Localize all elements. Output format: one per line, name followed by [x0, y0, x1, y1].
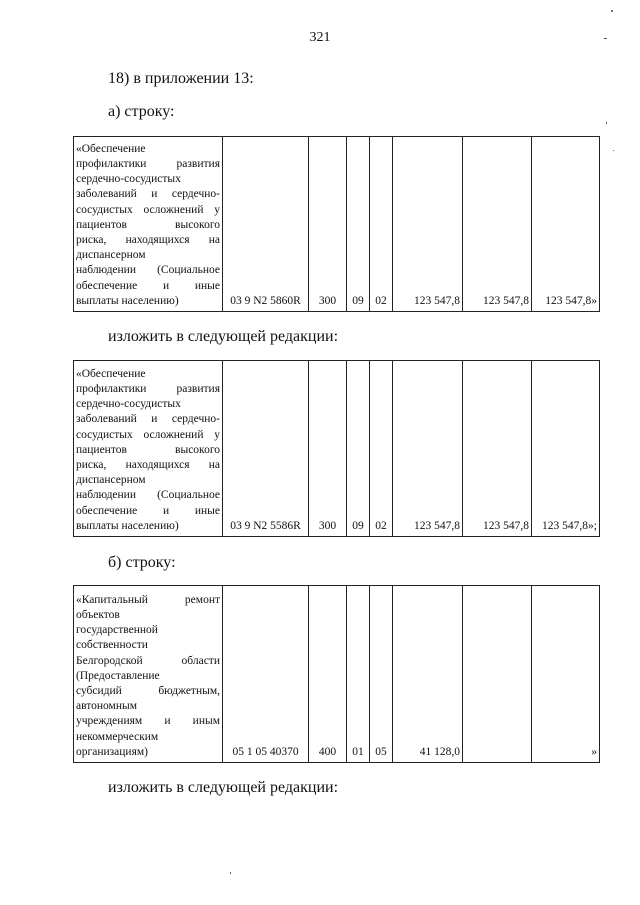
scan-speck	[604, 38, 607, 39]
description-line: профилактики развития	[76, 157, 220, 170]
description-line: учреждениям и иным	[76, 715, 220, 728]
description-line: «Капитальный ремонт	[76, 593, 220, 606]
section-code: 01	[347, 586, 370, 763]
expense-type-code: 400	[309, 586, 347, 763]
description-line: профилактики развития	[76, 382, 220, 395]
expense-type-code: 300	[309, 361, 347, 537]
target-article-code: 05 1 05 40370	[223, 586, 309, 763]
description-line: объектов	[76, 608, 120, 621]
subsection-code: 02	[370, 361, 393, 537]
description-line: сердечно-сосудистых	[76, 398, 181, 411]
expense-type-code: 300	[309, 137, 347, 312]
page-number: 321	[309, 30, 331, 45]
section-label-replace-2: изложить в следующей редакции:	[108, 779, 339, 796]
description-cell	[74, 586, 223, 763]
target-article-code: 03 9 N2 5586R	[223, 361, 309, 537]
description-line: собственности	[76, 639, 148, 652]
section-code: 09	[347, 137, 370, 312]
amount-year-1: 123 547,8	[393, 137, 463, 312]
description-line: сосудистых осложнений у	[76, 203, 220, 216]
description-line: диспансерном	[76, 249, 146, 262]
description-line: пациентов высокого	[76, 443, 220, 456]
heading-item-18: 18) в приложении 13:	[108, 70, 254, 87]
description-line: обеспечение и иные	[76, 279, 220, 292]
amount-year-2: 123 547,8	[463, 361, 532, 537]
description-line: наблюдении (Социальное	[76, 264, 220, 277]
description-line: диспансерном	[76, 474, 146, 487]
amount-year-1: 123 547,8	[393, 361, 463, 537]
subsection-code: 05	[370, 586, 393, 763]
amount-year-1: 41 128,0	[393, 586, 463, 763]
description-line: выплаты населению)	[76, 294, 179, 307]
subsection-code: 02	[370, 137, 393, 312]
description-line: организациям)	[76, 745, 148, 758]
description-line: сердечно-сосудистых	[76, 173, 181, 186]
scan-speck	[606, 122, 607, 124]
scan-speck	[611, 10, 613, 12]
description-line: «Обеспечение	[76, 142, 146, 155]
description-line: «Обеспечение	[76, 367, 146, 380]
description-line: некоммерческим	[76, 730, 159, 743]
description-line: субсидий бюджетным,	[76, 684, 220, 697]
description-line: риска, находящихся на	[76, 233, 220, 246]
description-line: заболеваний и сердечно-	[76, 188, 220, 201]
table-row-replacement-a	[73, 360, 600, 537]
amount-year-2: 123 547,8	[463, 137, 532, 312]
amount-year-3: »	[532, 586, 600, 763]
description-cell	[74, 137, 223, 312]
table-row-original-b	[73, 585, 600, 763]
amount-year-2	[463, 586, 532, 763]
description-line: обеспечение и иные	[76, 504, 220, 517]
section-label-b: б) строку:	[108, 554, 176, 571]
description-line: заболеваний и сердечно-	[76, 413, 220, 426]
description-line: выплаты населению)	[76, 519, 179, 532]
target-article-code: 03 9 N2 5860R	[223, 137, 309, 312]
description-line: сосудистых осложнений у	[76, 428, 220, 441]
section-label-replace-1: изложить в следующей редакции:	[108, 328, 339, 345]
amount-year-3: 123 547,8»;	[532, 361, 600, 537]
scan-speck	[613, 150, 614, 151]
scan-speck	[230, 872, 231, 874]
section-label-a: а) строку:	[108, 103, 175, 120]
description-line: Белгородской области	[76, 654, 220, 667]
description-line: наблюдении (Социальное	[76, 489, 220, 502]
description-line: автономным	[76, 700, 137, 713]
description-line: пациентов высокого	[76, 218, 220, 231]
description-line: государственной	[76, 624, 158, 637]
description-line: (Предоставление	[76, 669, 160, 682]
description-line: риска, находящихся на	[76, 458, 220, 471]
table-row-original-a	[73, 136, 600, 312]
description-cell	[74, 361, 223, 537]
amount-year-3: 123 547,8»	[532, 137, 600, 312]
section-code: 09	[347, 361, 370, 537]
